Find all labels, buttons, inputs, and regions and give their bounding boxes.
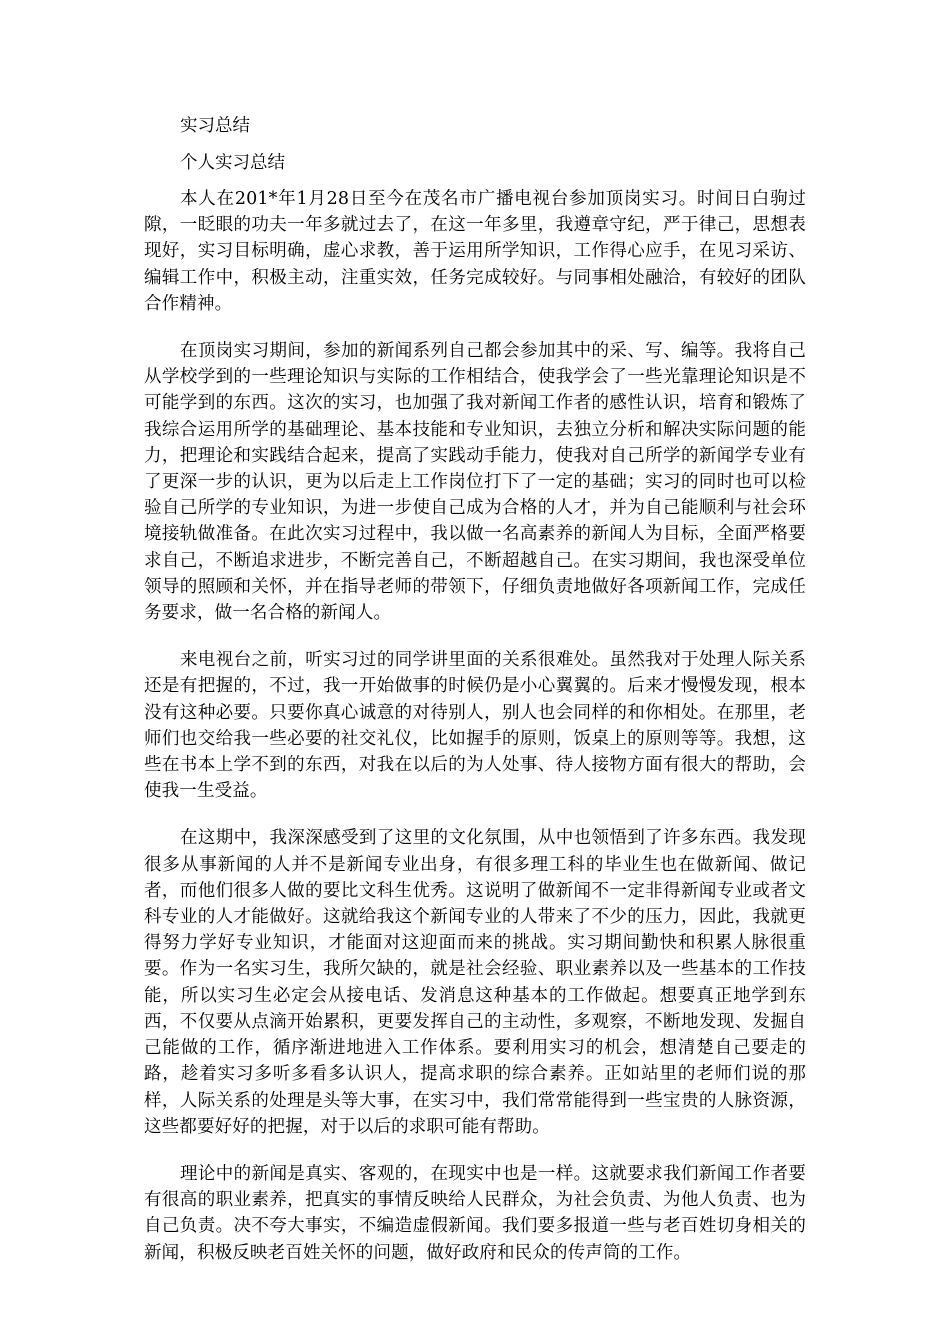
paragraph-4: 在这期中，我深深感受到了这里的文化氛围，从中也领悟到了许多东西。我发现很多从事新闻的人并不是新闻专业出身，有很多理工科的毕业生也在做新闻、做记者，而他们很多人做的要比文科生优秀。这说明了做新闻不一定非得新闻专业或者文科专业的人才能做好。这就给我这个新闻专业的人带来了不少的压力，因此，我就更得努力学好专业知识，才能面对这迎面而来的挑战。实习期间勤快和积累人脉很重要。作为一名实习生，我所欠缺的，就是社会经验、职业素养以及一些基本的工作技能，所以实习生必定会从接电话、发消息这种基本的工作做起。想要真正地学到东西，不仅要从点滴开始累积，更要发挥自己的主动性，多观察，不断地发现、发掘自己能做的工作，循序渐进地进入工作体系。要利用实习的机会，想清楚自己要走的路，趁着实习多听多看多认识人，提高求职的综合素养。正如站里的老师们说的那样，人际关系的处理是头等大事，在实习中，我们常常能得到一些宝贵的人脉资源，这些都要好好的把握，对于以后的求职可能有帮助。: [144, 828, 806, 1137]
paragraph-1: 本人在201*年1月28日至今在茂名市广播电视台参加顶岗实习。时间日白驹过隙，一眨眼的功夫一年多就过去了，在这一年多里，我遵章守纪，严于律己，思想表现好，实习目标明确，虚心求教，善于运用所学知识，工作得心应手，在见习采访、编辑工作中，积极主动，注重实效，任务完成较好。与同事相处融洽，有较好的团队合作精神。: [144, 189, 806, 314]
document-title: 实习总结: [180, 116, 250, 136]
document-page: [144, 112, 806, 1287]
paragraph-2: 在顶岗实习期间，参加的新闻系列自己都会参加其中的采、写、编等。我将自己从学校学到的一些理论知识与实际的工作相结合，使我学会了一些光靠理论知识是不可能学到的东西。这次的实习，也加强了我对新闻工作者的感性认识，培育和锻炼了我综合运用所学的基础理论、基本技能和专业知识，去独立分析和解决实际问题的能力，把理论和实践结合起来，提高了实践动手能力，使我对自己所学的新闻学专业有了更深一步的认识，更为以后走上工作岗位打下了一定的基础；实习的同时也可以检验自己所学的专业知识，为进一步使自己成为合格的人才，并为自己能顺利与社会环境接轨做准备。在此次实习过程中，我以做一名高素养的新闻人为目标，全面严格要求自己，不断追求进步，不断完善自己，不断超越自己。在实习期间，我也深受单位领导的照顾和关怀，并在指导老师的带领下，仔细负责地做好各项新闻工作，完成任务要求，做一名合格的新闻人。: [144, 341, 806, 624]
paragraph-3: 来电视台之前，听实习过的同学讲里面的关系很难处。虽然我对于处理人际关系还是有把握的，不过，我一开始做事的时候仍是小心翼翼的。后来才慢慢发现，根本没有这种必要。只要你真心诚意的对待别人，别人也会同样的和你相处。在那里，老师们也交给我一些必要的社交礼仪，比如握手的原则，饭桌上的原则等等。我想，这些在书本上学不到的东西，对我在以后的为人处事、待人接物方面有很大的帮助，会使我一生受益。: [144, 650, 806, 802]
document-subtitle: 个人实习总结: [180, 153, 285, 173]
paragraph-5: 理论中的新闻是真实、客观的，在现实中也是一样。这就要求我们新闻工作者要有很高的职业素养，把真实的事情反映给人民群众，为社会负责、为他人负责、也为自己负责。决不夸大事实，不编造虚假新闻。我们要多报道一些与老百姓切身相关的新闻，积极反映老百姓关怀的问题，做好政府和民众的传声筒的工作。: [144, 1163, 806, 1263]
